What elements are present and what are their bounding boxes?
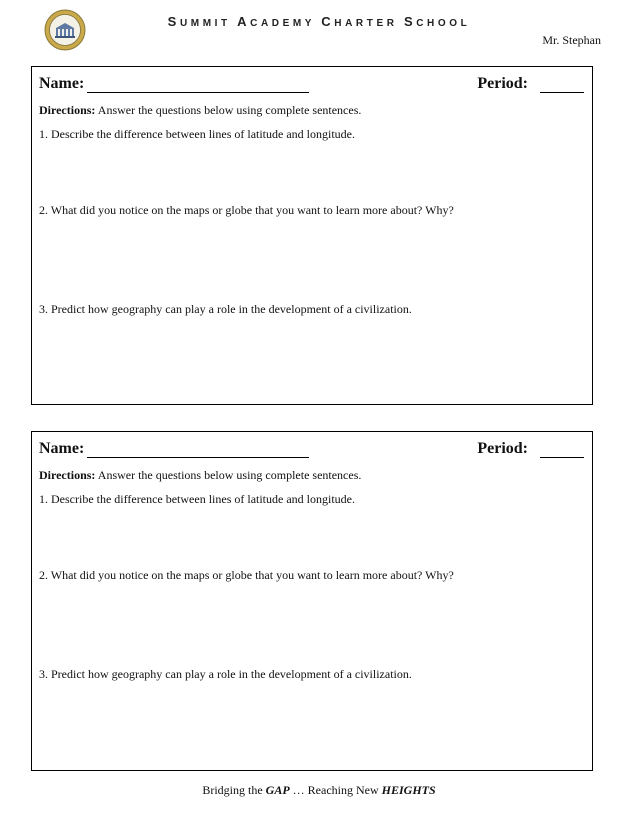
directions-label: Directions:	[39, 103, 96, 117]
footer-emphasis-heights: HEIGHTS	[381, 783, 436, 797]
question-3: 3. Predict how geography can play a role in the development of a civilization.	[39, 302, 412, 316]
footer-motto	[0, 783, 638, 798]
name-blank[interactable]	[87, 440, 309, 458]
question-1: 1. Describe the difference between lines of latitude and longitude.	[39, 492, 355, 506]
directions	[39, 103, 361, 118]
worksheet-panel	[31, 431, 593, 771]
directions-text: Answer the questions below using complete sentences.	[95, 103, 362, 117]
period-label: Period:	[477, 75, 528, 92]
footer-text-1: Bridging the	[202, 783, 266, 797]
name-label: Name:	[39, 440, 85, 457]
school-title: SUMMIT ACADEMY CHARTER SCHOOL	[167, 14, 471, 29]
name-label: Name:	[39, 75, 85, 92]
period-label: Period:	[477, 440, 528, 457]
name-period-row	[39, 440, 584, 460]
directions	[39, 468, 361, 483]
period-blank[interactable]	[540, 75, 584, 93]
period-blank[interactable]	[540, 440, 584, 458]
footer-text-2: … Reaching New	[289, 783, 382, 797]
teacher-name: Mr. Stephan	[542, 33, 601, 47]
question-2: 2. What did you notice on the maps or globe that you want to learn more about? Why?	[39, 568, 454, 582]
footer-emphasis-gap: GAP	[265, 783, 290, 797]
question-1: 1. Describe the difference between lines of latitude and longitude.	[39, 127, 355, 141]
directions-text: Answer the questions below using complete sentences.	[95, 468, 362, 482]
directions-label: Directions:	[39, 468, 96, 482]
question-2: 2. What did you notice on the maps or globe that you want to learn more about? Why?	[39, 203, 454, 217]
worksheet-panel	[31, 66, 593, 405]
name-period-row	[39, 75, 584, 95]
name-blank[interactable]	[87, 75, 309, 93]
question-3: 3. Predict how geography can play a role in the development of a civilization.	[39, 667, 412, 681]
